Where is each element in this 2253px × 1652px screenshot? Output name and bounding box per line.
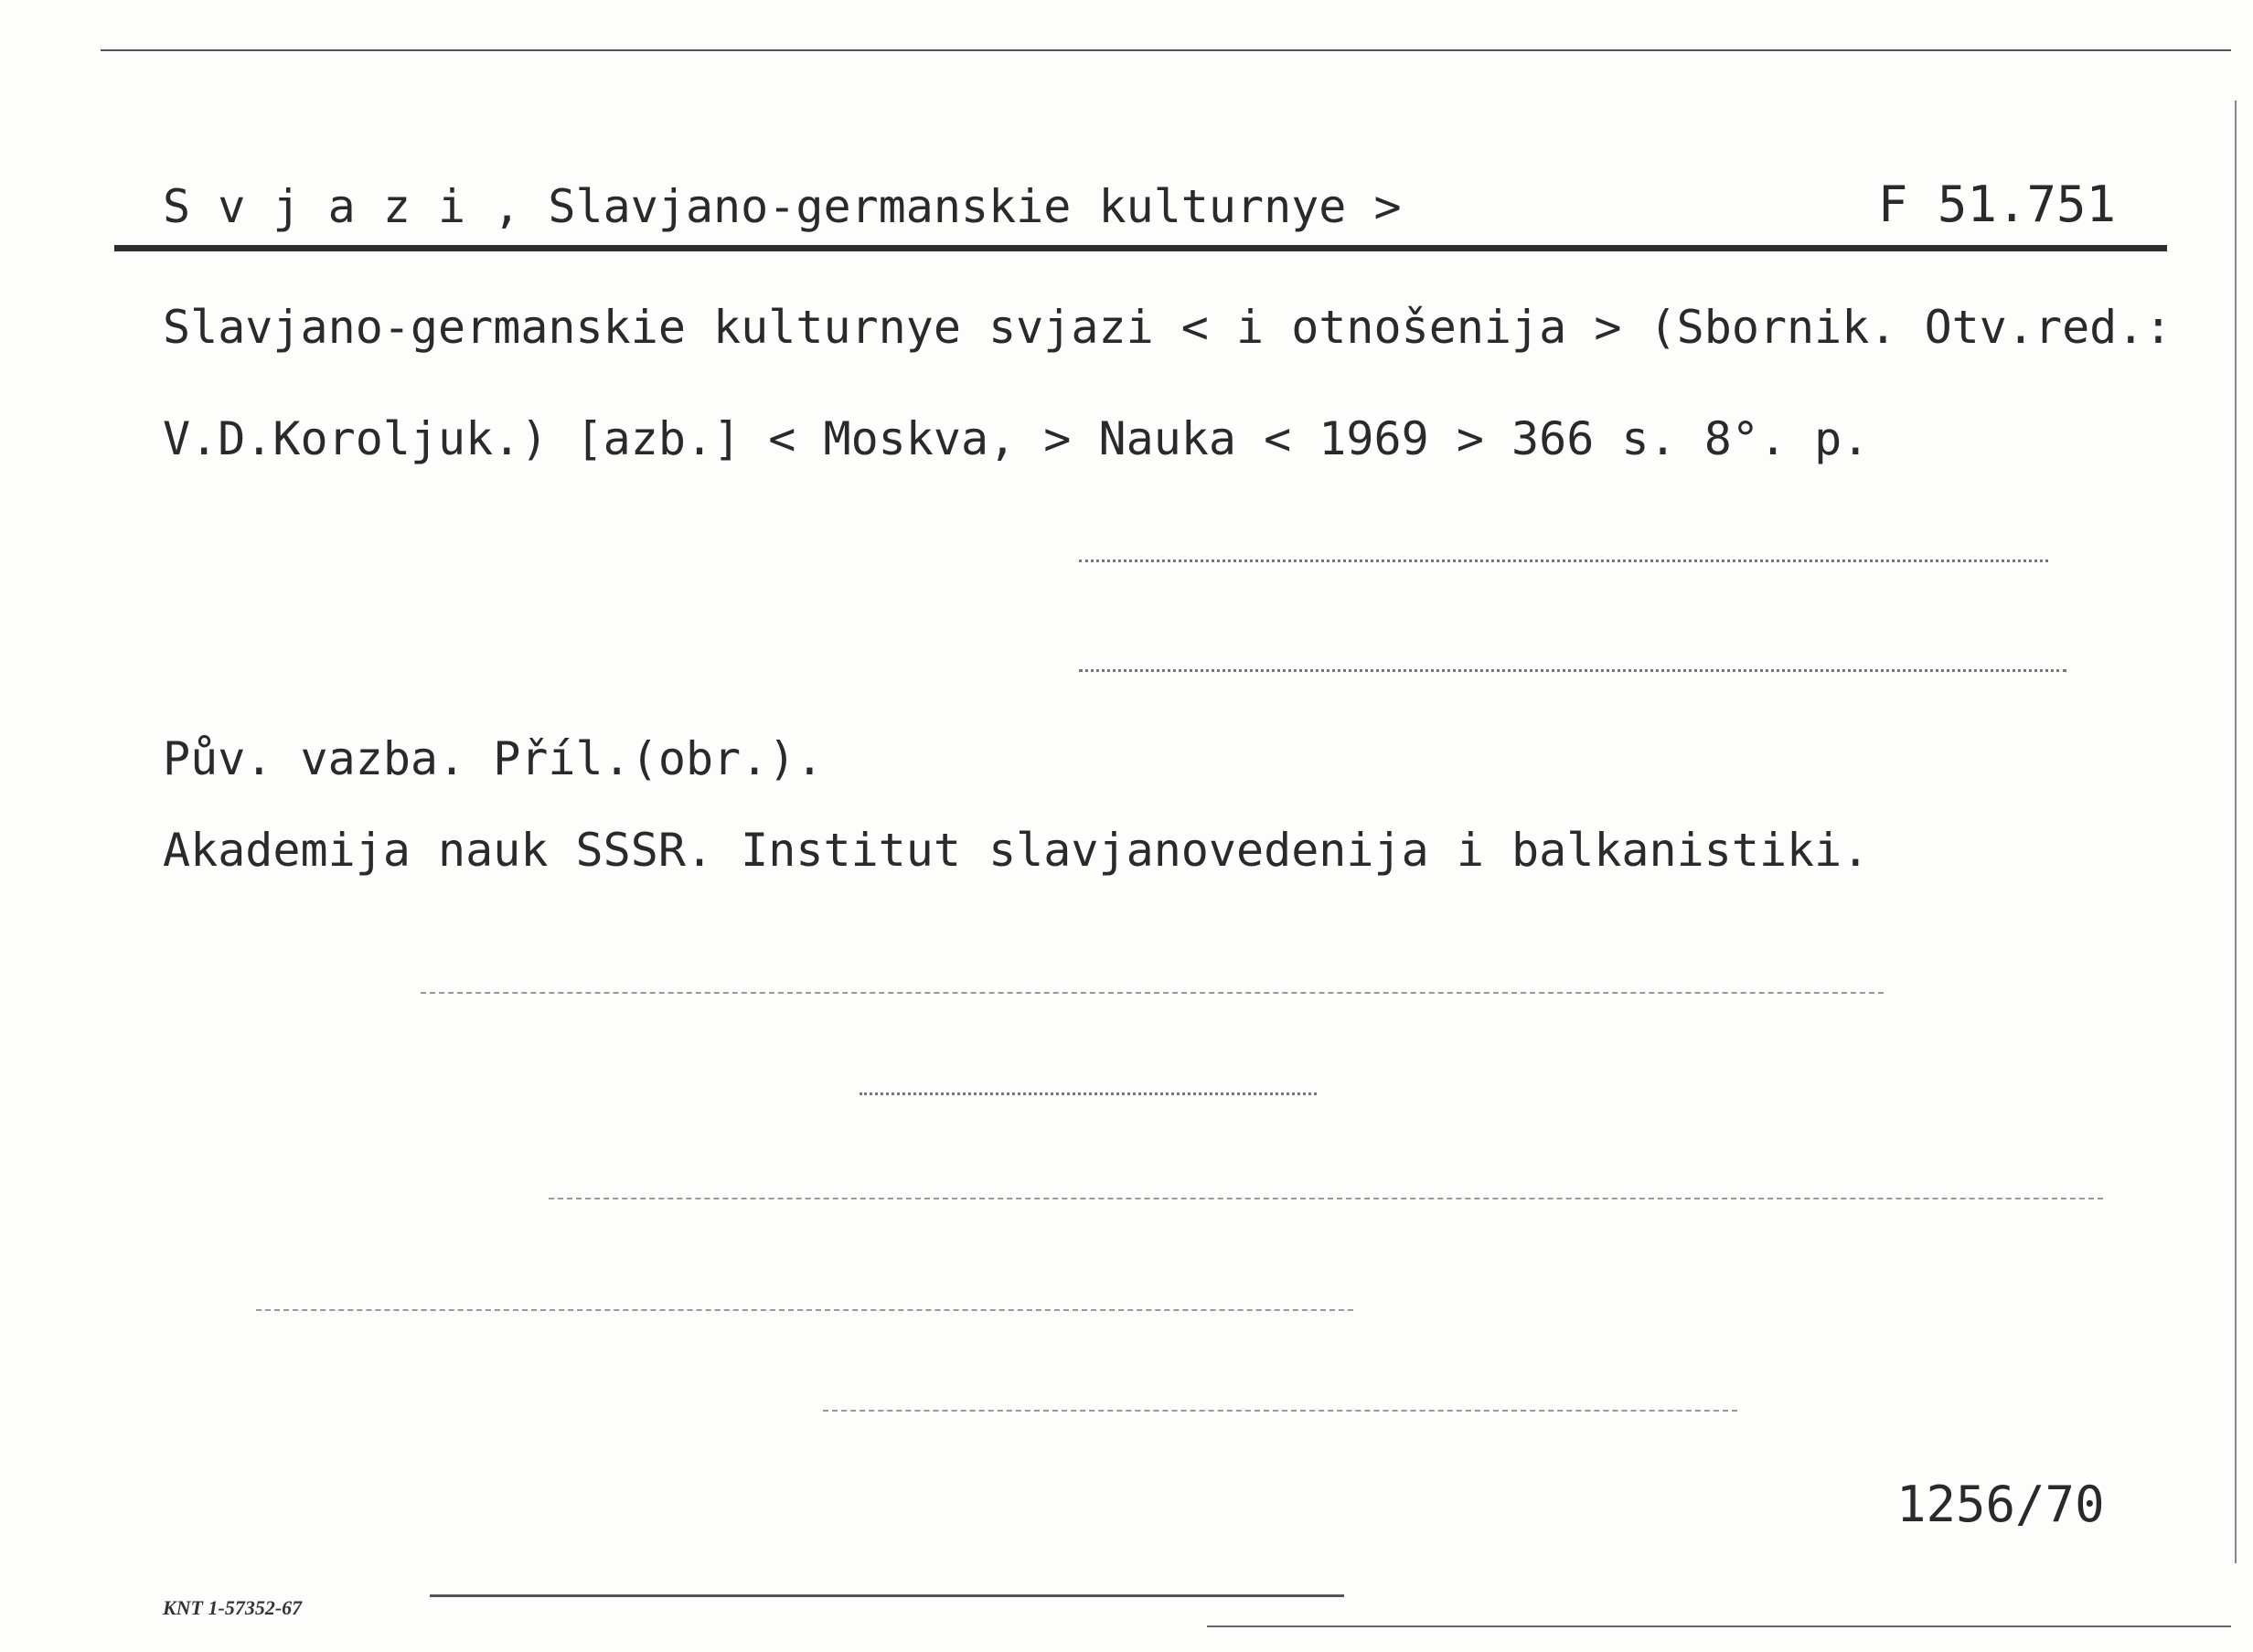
card-right-edge (2235, 101, 2237, 1563)
bottom-rule-right (1207, 1625, 2231, 1627)
faint-rule (549, 1198, 2103, 1199)
body-line-corporate: Akademija nauk SSSR. Institut slavjanovedenija i balkanistiki. (163, 824, 1870, 877)
faint-rule (256, 1309, 1353, 1311)
dotted-rule (1079, 669, 2066, 672)
card-heading: S v j a z i , Slavjano-germanskie kulturnye > (163, 180, 1402, 233)
dotted-rule (1079, 560, 2048, 562)
call-number: F 51.751 (1877, 176, 2116, 233)
heading-rule (114, 245, 2167, 251)
faint-rule (823, 1410, 1737, 1412)
body-line-imprint: V.D.Koroljuk.) [azb.] < Moskva, > Nauka < 1969 > 366 s. 8°. p. (163, 412, 1870, 465)
dotted-rule (860, 1092, 1317, 1095)
footer-code: KNT 1-57352-67 (163, 1596, 303, 1619)
bottom-rule (430, 1594, 1344, 1597)
inventory-number: 1256/70 (1896, 1476, 2105, 1533)
body-line-title: Slavjano-germanskie kulturnye svjazi < i otnošenija > (Sbornik. Otv.red.: (163, 301, 2173, 354)
faint-rule (421, 992, 1884, 994)
top-rule (101, 49, 2231, 51)
body-line-note: Pův. vazba. Příl.(obr.). (163, 732, 824, 785)
